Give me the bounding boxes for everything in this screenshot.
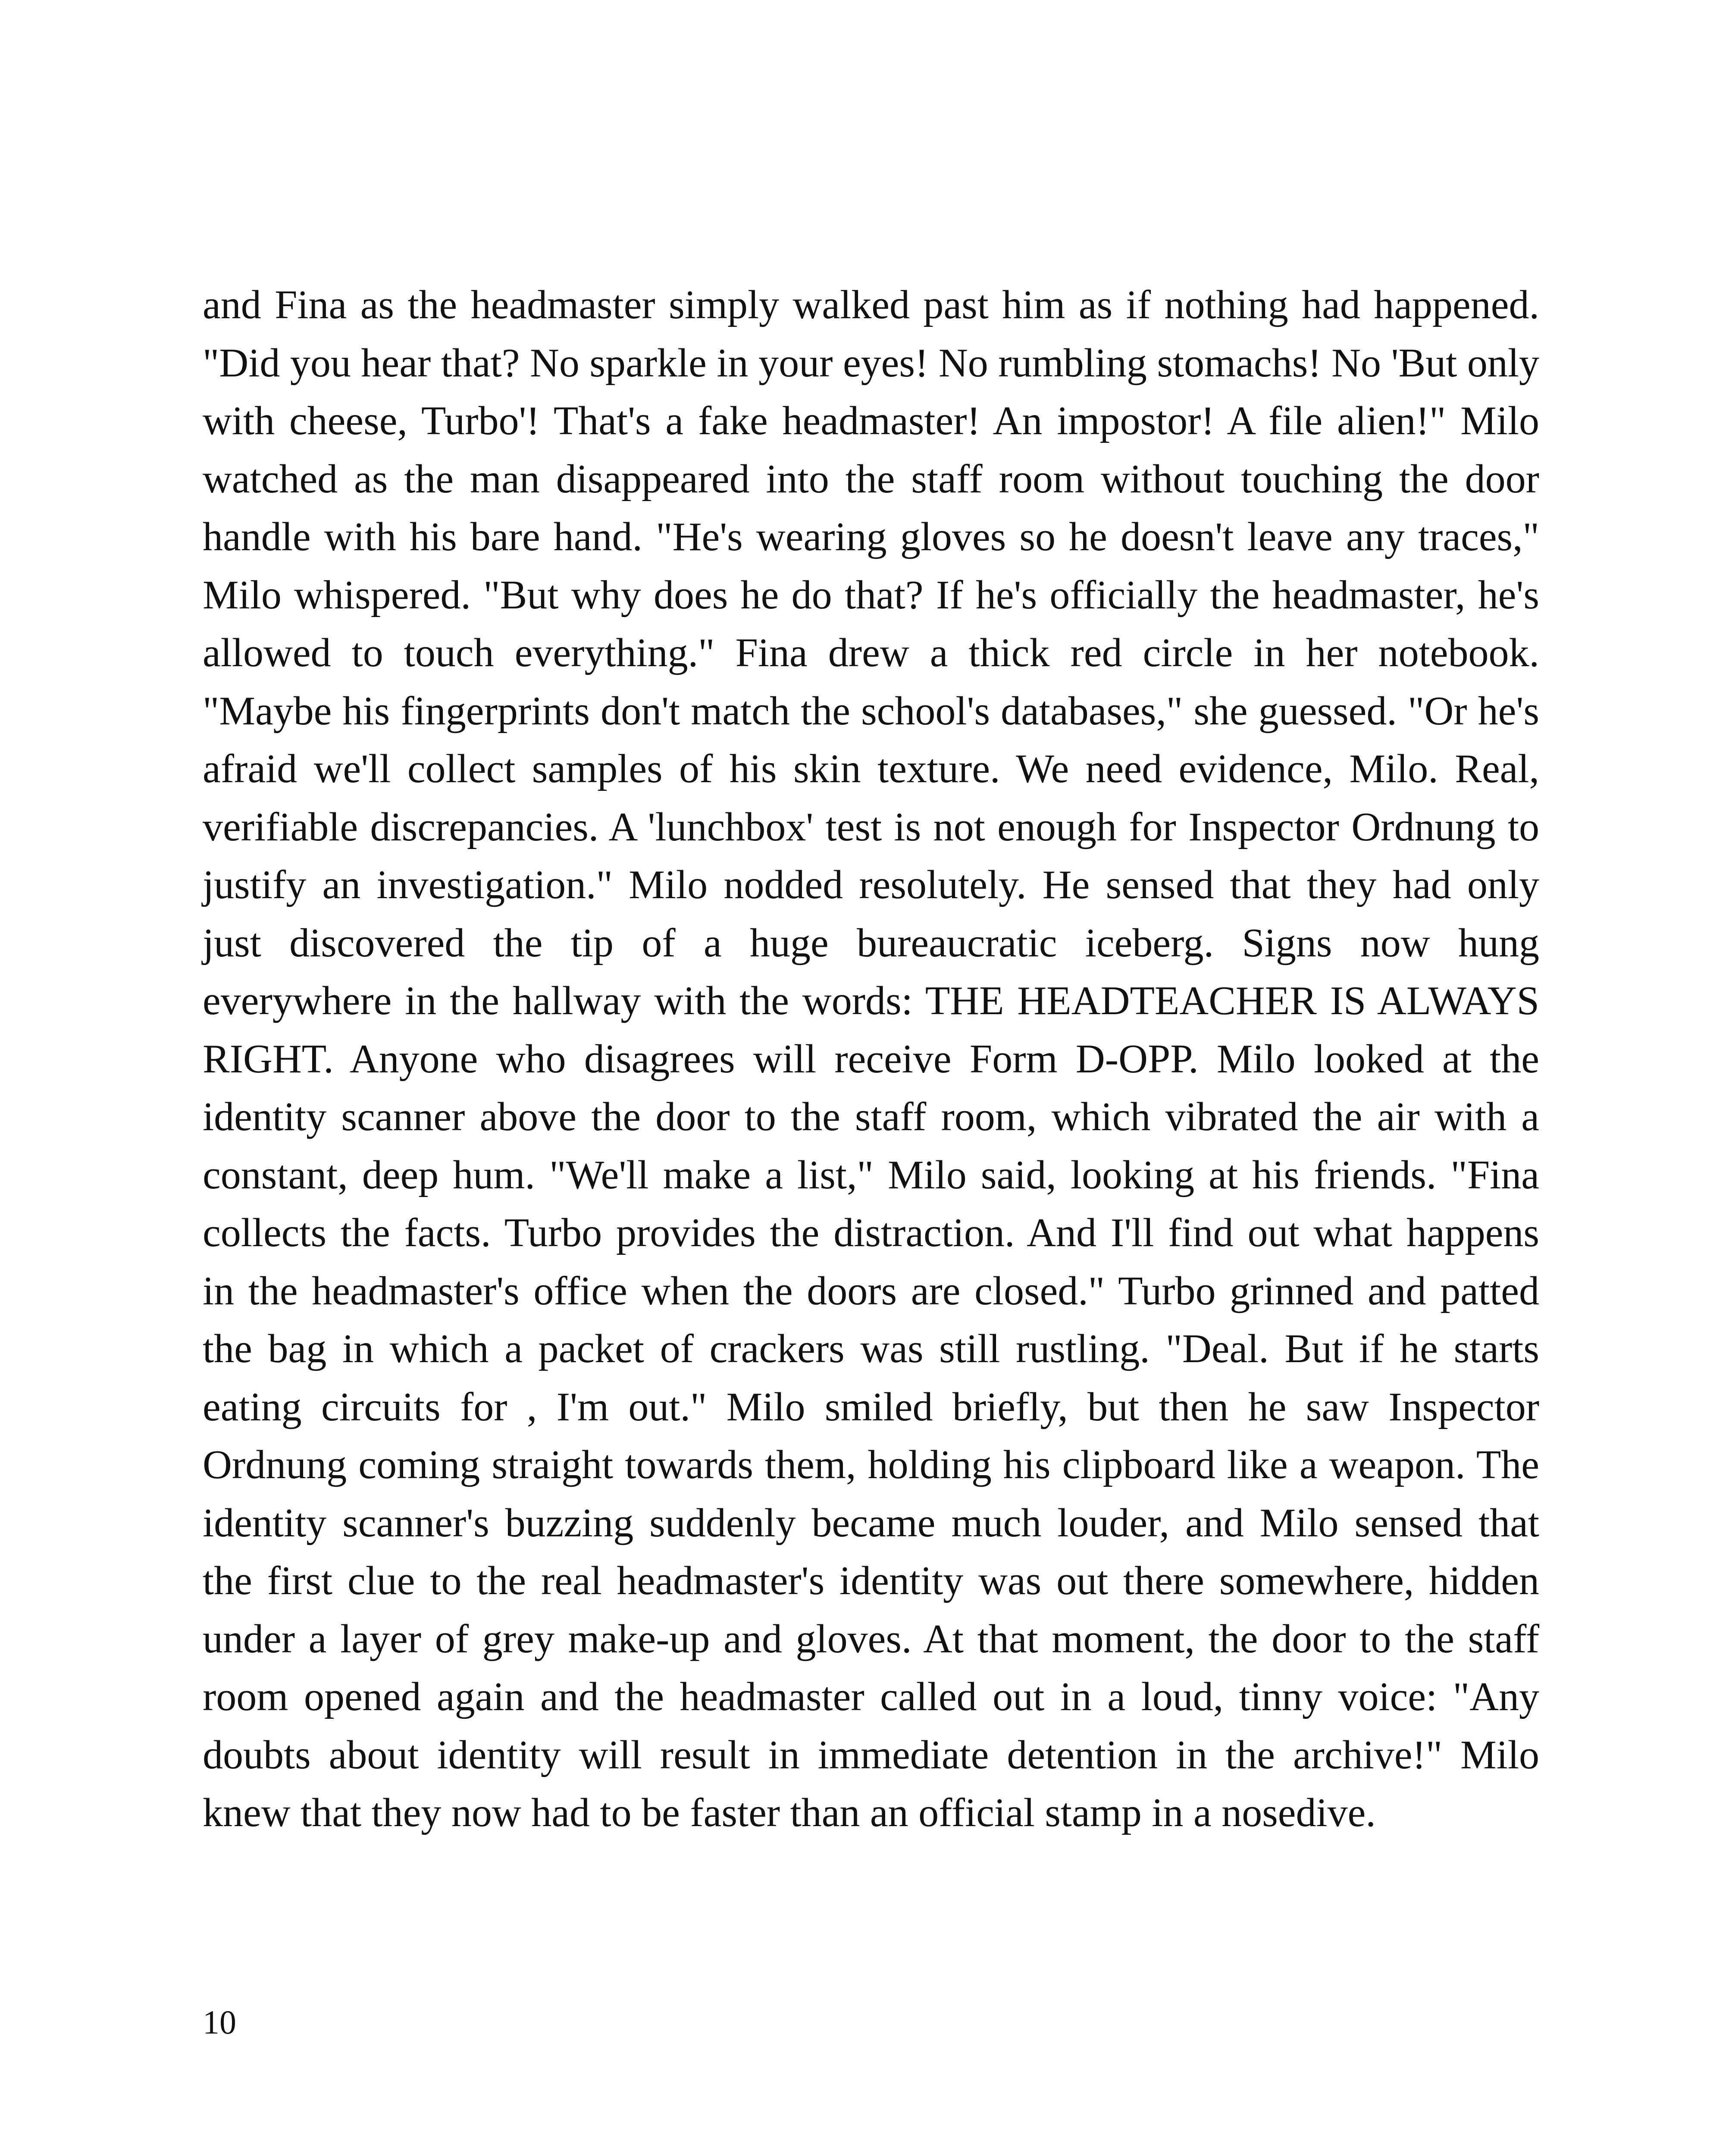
text-line: eating circuits for , I'm out." Milo smiled briefly, but then he saw Inspector (203, 1384, 1539, 1429)
text-line: in the headmaster's office when the doors are closed." Turbo grinned and patted (203, 1268, 1539, 1313)
text-line: with cheese, Turbo'! That's a fake headmaster! An impostor! A file alien!" Milo (203, 398, 1539, 443)
text-line: watched as the man disappeared into the staff room without touching the door (203, 456, 1539, 501)
text-line: "Did you hear that? No sparkle in your eyes! No rumbling stomachs! No 'But only (203, 340, 1539, 385)
text-line: room opened again and the headmaster called out in a loud, tinny voice: "Any (203, 1674, 1539, 1719)
text-line: "Maybe his fingerprints don't match the school's databases," she guessed. "Or he's (203, 688, 1539, 733)
text-line: the bag in which a packet of crackers was still rustling. "Deal. But if he starts (203, 1326, 1539, 1371)
text-line: the first clue to the real headmaster's identity was out there somewhere, hidden (203, 1558, 1539, 1603)
text-line: just discovered the tip of a huge bureaucratic iceberg. Signs now hung (203, 920, 1539, 965)
text-line: and Fina as the headmaster simply walked past him as if nothing had happened. (203, 282, 1539, 327)
text-line: justify an investigation." Milo nodded resolutely. He sensed that they had only (203, 862, 1539, 907)
text-line: collects the facts. Turbo provides the distraction. And I'll find out what happens (203, 1210, 1539, 1255)
text-line: Milo whispered. "But why does he do that? If he's officially the headmaster, he's (203, 572, 1539, 617)
text-line: identity scanner's buzzing suddenly became much louder, and Milo sensed that (203, 1500, 1539, 1545)
text-line: Ordnung coming straight towards them, holding his clipboard like a weapon. The (203, 1442, 1539, 1487)
text-line: everywhere in the hallway with the words: THE HEADTEACHER IS ALWAYS (203, 978, 1539, 1023)
text-line: identity scanner above the door to the staff room, which vibrated the air with a (203, 1094, 1539, 1139)
text-line: RIGHT. Anyone who disagrees will receive Form D-OPP. Milo looked at the (203, 1036, 1539, 1081)
text-line: handle with his bare hand. "He's wearing gloves so he doesn't leave any traces," (203, 514, 1539, 559)
page-number: 10 (203, 2003, 236, 2041)
text-line-last: knew that they now had to be faster than an official stamp in a nosedive. (203, 1790, 1376, 1835)
text-line: under a layer of grey make-up and gloves. At that moment, the door to the staff (203, 1616, 1539, 1661)
text-line: allowed to touch everything." Fina drew a thick red circle in her notebook. (203, 630, 1539, 675)
text-line: constant, deep hum. "We'll make a list," Milo said, looking at his friends. "Fina (203, 1152, 1539, 1197)
body-paragraph (203, 276, 1539, 1842)
text-line: afraid we'll collect samples of his skin texture. We need evidence, Milo. Real, (203, 746, 1539, 791)
text-line: doubts about identity will result in immediate detention in the archive!" Milo (203, 1732, 1539, 1777)
text-line: verifiable discrepancies. A 'lunchbox' test is not enough for Inspector Ordnung to (203, 804, 1539, 849)
